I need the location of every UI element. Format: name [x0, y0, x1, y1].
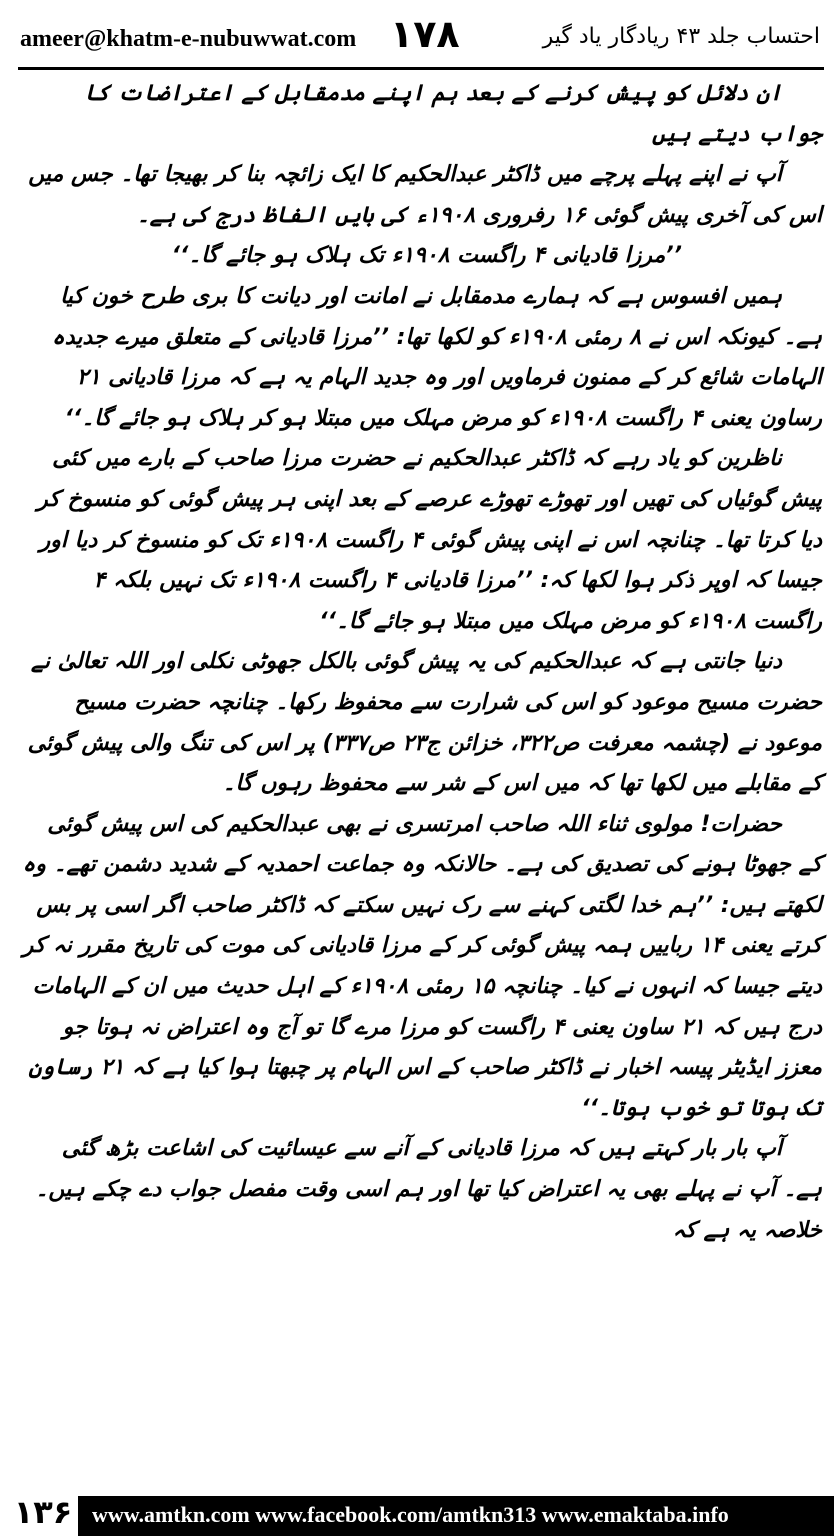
paragraph: ان دلائل کو پیش کرنے کے بعد ہم اپنے مدمقابل کے اعتراضات کا جواب دیتے ہیں: [84, 81, 822, 147]
header-title: احتساب جلد ۴۳ ریادگار یاد گیر: [542, 24, 820, 49]
paragraph: ناظرین کو یاد رہے کہ ڈاکٹر عبدالحکیم نے حضرت مرزا صاحب کے بارے میں کئی پیش گوئیاں کی تھیں اور تھوڑے تھوڑے عرصے کے بعد اپنی ہر پیش گوئی کو منسوخ کر دیا کرتا تھا۔ چنانچہ اس نے اپنی پیش گوئی ۴ راگست ۱۹۰۸ء تک کو منسوخ کر دیا اور جیسا کہ اوپر ذکر ہوا لکھا کہ: ’’مرزا قادیانی ۴ راگست ۱۹۰۸ء تک نہیں بلکہ ۴ راگست ۱۹۰۸ء کو مرض مہلک میں مبتلا ہو جائے گا۔‘‘: [37, 446, 822, 634]
page-body: [22, 74, 822, 1464]
paragraph: ہمیں افسوس ہے کہ ہمارے مدمقابل نے امانت اور دیانت کا بری طرح خون کیا ہے۔ کیونکہ اس نے ۸ رمئی ۱۹۰۸ء کو لکھا تھا: ’’مرزا قادیانی کے متعلق میرے جدیدہ الہامات شائع کر کے ممنون فرماویں اور وہ جدید الہام یہ ہے کہ مرزا قادیانی ۲۱ رساون یعنی ۴ راگست ۱۹۰۸ء کو مرض مہلک میں مبتلا ہو کر ہلاک ہو جائے گا۔‘‘: [51, 283, 822, 431]
page-footer: [8, 1493, 834, 1536]
page-header: [18, 8, 824, 70]
footer-links[interactable]: www.amtkn.com www.facebook.com/amtkn313 www.emaktaba.info: [92, 1502, 729, 1527]
quote-paragraph: ’’مرزا قادیانی ۴ راگست ۱۹۰۸ء تک ہلاک ہو جائے گا۔‘‘: [171, 243, 682, 269]
paragraph: دنیا جانتی ہے کہ عبدالحکیم کی یہ پیش گوئی بالکل جھوٹی نکلی اور اللہ تعالیٰ نے حضرت مسیح موعود کو اس کی شرارت سے محفوظ رکھا۔ چنانچہ حضرت مسیح موعود نے (چشمہ معرفت ص۳۲۲، خزائن ج۲۳ ص۳۳۷) پر اس کی تنگ والی پیش گوئی کے مقابلے میں لکھا تھا کہ میں اس کے شر سے محفوظ رہوں گا۔: [27, 649, 822, 797]
header-page-number: ۱۷۸: [390, 12, 460, 56]
paragraph: آپ نے اپنے پہلے پرچے میں ڈاکٹر عبدالحکیم کا ایک زائچہ بنا کر بھیجا تھا۔ جس میں اس کی آخری پیش گوئی ۱۶ رفروری ۱۹۰۸ء کی بایں الفاظ درج کی ہے۔: [28, 162, 822, 228]
header-email: ameer@khatm-e-nubuwwat.com: [20, 26, 357, 52]
footer-page-number: ۱۳۶: [8, 1488, 78, 1536]
paragraph: حضرات! مولوی ثناء اللہ صاحب امرتسری نے بھی عبدالحکیم کی اس پیش گوئی کے جھوٹا ہونے کی تصدیق کی ہے۔ حالانکہ وہ جماعت احمدیہ کے شدید دشمن تھے۔ وہ لکھتے ہیں: ’’ہم خدا لگتی کہنے سے رک نہیں سکتے کہ ڈاکٹر صاحب اگر اسی پر بس کرتے یعنی ۱۴ رباییں ہمہ پیش گوئی کر کے مرزا قادیانی کی موت کی تاریخ مقرر نہ کر دیتے جیسا کہ انہوں نے کیا۔ چنانچہ ۱۵ رمئی ۱۹۰۸ء کے اہل حدیث میں ان کے الہامات درج ہیں کہ ۲۱ ساون یعنی ۴ راگست کو مرزا مرے گا تو آج وہ اعتراض نہ ہوتا جو معزز ایڈیٹر پیسہ اخبار نے ڈاکٹر صاحب کے اس الہام پر چبھتا ہوا کیا ہے کہ ۲۱ رساون تک ہوتا تو خوب ہوتا۔‘‘: [22, 811, 822, 1121]
paragraph: آپ بار بار کہتے ہیں کہ مرزا قادیانی کے آنے سے عیسائیت کی اشاعت بڑھ گئی ہے۔ آپ نے پہلے بھی یہ اعتراض کیا تھا اور ہم اسی وقت مفصل جواب دے چکے ہیں۔ خلاصہ یہ ہے کہ: [35, 1136, 822, 1243]
